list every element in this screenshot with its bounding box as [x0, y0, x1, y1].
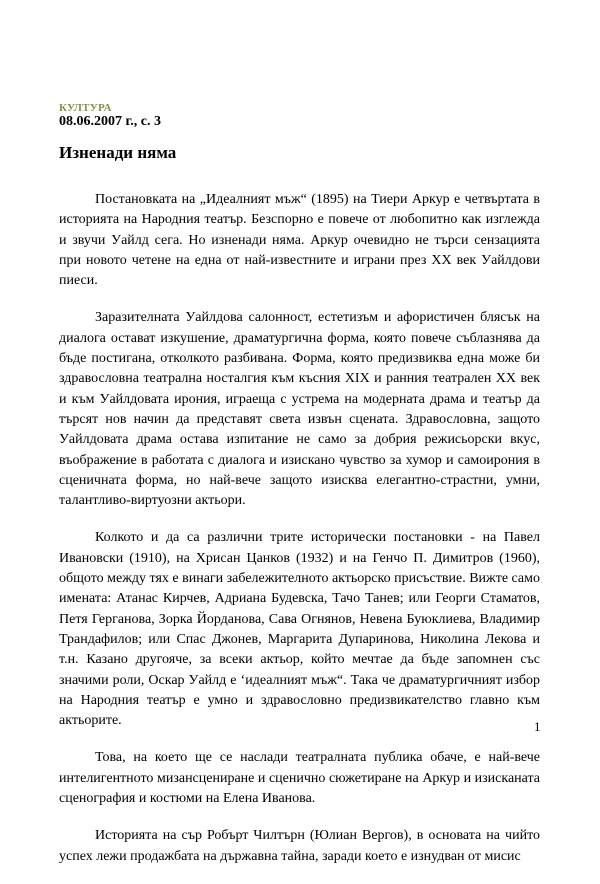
page-number: 1	[534, 719, 541, 734]
paragraph: Заразителната Уайлдова салонност, естетизъм и афористичен блясък на диалога остават изкушение, драматургична форма, която повече съблазнява да бъде постигана, отколкото разбивана. Форма, която предизвиква една може би здравословна театрална носталгия към късния ХІХ и ранния театрален ХХ век и към Уайлдовата ирония, играеща с устрема на модерната драма и театър да търсят нов начин да представят света извън сцената. Здравословна, защото Уайлдовата драма остава изпитание не само за добрия режисьорски вкус, въображение в работата с диалога и изискано чувство за хумор и самоирония в сценичната форма, но най-вече защото изисква елегантно-страстни, умни, талантливо-виртуозни актьори.	[59, 310, 540, 509]
article-title: Изненади няма	[59, 143, 177, 162]
article-body	[59, 190, 540, 884]
paragraph: Колкото и да са различни трите исторически постановки - на Павел Ивановски (1910), на Хрисан Цанков (1932) и на Генчо П. Димитров (1960), общото между тях е винаги забележителното актьорско присъствие. Вижте само имената: Атанас Кирчев, Адриана Будевска, Тачо Танев; или Георги Стаматов, Петя Герганова, Зорка Йорданова, Сава Огнянов, Невена Буюклиева, Владимир Трандафилов; или Спас Джонев, Маргарита Дупаринова, Николина Лекова и т.н. Казано другояче, за всеки актьор, който мечтае да бъде запомнен със значими роли, Оскар Уайлд е ʻидеалният мъж“. Така че драматургичният избор на Народния театър е умно и здравословно предизвикателство главно към актьорите.	[59, 530, 540, 729]
section-label: КУЛТУРА	[59, 102, 112, 114]
paragraph: Историята на сър Робърт Чилтърн (Юлиан Вергов), в основата на чийто успех лежи продажбата на държавна тайна, заради което е изнудван от мисис	[59, 828, 540, 864]
paragraph: Това, на което ще се наслади театралната публика обаче, е най-вече интелигентното мизансцениране и сценично сюжетиране на Аркур и изисканата сценография и костюми на Елена Иванова.	[59, 750, 540, 807]
issue-date-page: 08.06.2007 г., с. 3	[59, 114, 161, 129]
paragraph: Постановката на „Идеалният мъж“ (1895) на Тиери Аркур е четвъртата в историята на Народния театър. Безспорно е повече от любопитно как изглежда и звучи Уайлд сега. Но изненади няма. Аркур очевидно не търси сензацията при новото четене на една от най-известните и играни през ХХ век Уайлдови пиеси.	[59, 192, 540, 289]
